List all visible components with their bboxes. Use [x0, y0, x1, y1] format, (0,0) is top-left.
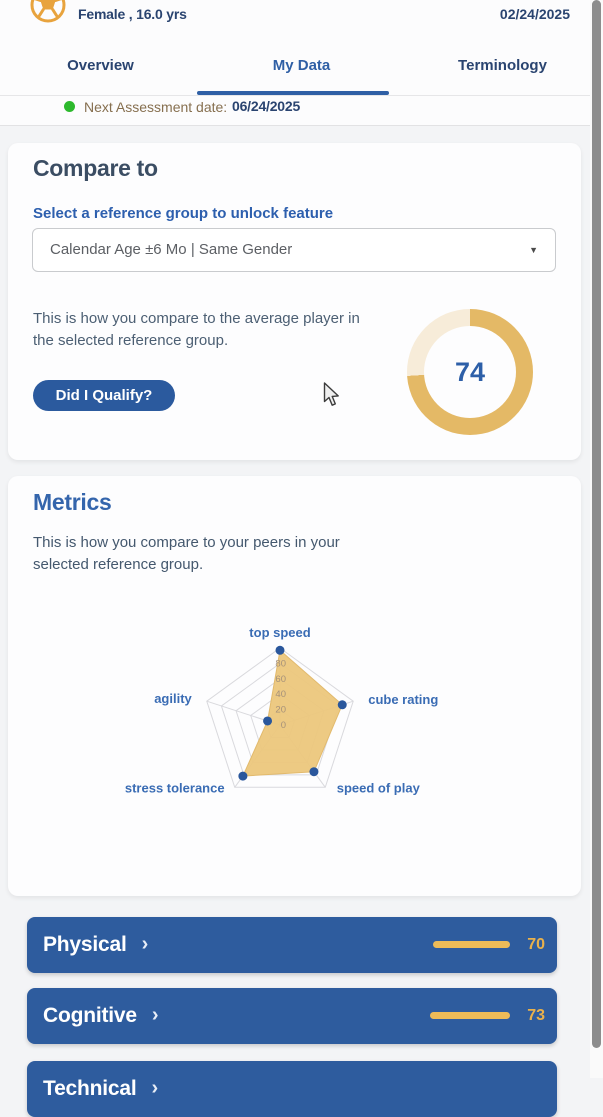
- radar-axis-label: cube rating: [368, 692, 439, 708]
- tab-overview[interactable]: Overview: [67, 57, 134, 74]
- compare-card: [8, 143, 581, 460]
- radar-axis-label: stress tolerance: [124, 780, 225, 796]
- score-value: 70: [527, 936, 545, 953]
- score-value: 74: [454, 356, 486, 387]
- category-label: Cognitive: [43, 1004, 137, 1027]
- category-label: Technical: [43, 1077, 137, 1100]
- radar-point: [276, 646, 285, 655]
- compare-subtitle: Select a reference group to unlock feature: [33, 205, 334, 222]
- score-donut-chart: [407, 309, 533, 435]
- radar-tick-label: 40: [275, 689, 286, 701]
- score-line: [430, 1012, 510, 1019]
- tab-terminology[interactable]: Terminology: [458, 57, 547, 74]
- radar-axis-label: top speed: [249, 625, 311, 640]
- chevron-right-icon: ›: [151, 1003, 159, 1026]
- radar-axis-label: speed of play: [336, 780, 420, 796]
- active-tab-indicator: [197, 91, 389, 95]
- player-info: Female , 16.0 yrs: [78, 6, 187, 22]
- radar-point: [309, 767, 318, 776]
- category-bar-physical[interactable]: [27, 917, 557, 973]
- chevron-down-icon: ▼: [529, 245, 538, 255]
- radar-tick-label: 60: [275, 673, 286, 685]
- metrics-title: Metrics: [33, 489, 112, 515]
- score-line: [433, 941, 510, 948]
- compare-title: Compare to: [33, 155, 158, 181]
- scrollbar[interactable]: [592, 0, 601, 1048]
- radar-point: [263, 716, 272, 725]
- radar-axis-label: agility: [154, 691, 192, 707]
- reference-group-value: Calendar Age ±6 Mo | Same Gender: [50, 241, 293, 258]
- radar-point: [338, 700, 347, 709]
- did-i-qualify-button[interactable]: Did I Qualify?: [33, 380, 175, 411]
- metrics-description: This is how you compare to your peers in your selected reference group.: [33, 534, 340, 573]
- radar-point: [238, 772, 247, 781]
- tab-my-data[interactable]: My Data: [272, 57, 331, 74]
- category-bar-technical[interactable]: [27, 1061, 557, 1117]
- compare-description: This is how you compare to the average player in the selected reference group.: [33, 310, 360, 349]
- chevron-right-icon: ›: [141, 932, 149, 955]
- metrics-card: [8, 476, 581, 896]
- mouse-cursor: [323, 382, 341, 408]
- radar-tick-label: 20: [275, 704, 286, 716]
- next-assessment-row: [0, 96, 603, 126]
- status-dot-icon: [64, 101, 75, 112]
- radar-data-polygon: [243, 650, 342, 776]
- assessment-label: Next Assessment date:: [84, 99, 228, 115]
- radar-chart: [8, 608, 581, 823]
- chevron-right-icon: ›: [151, 1076, 159, 1099]
- radar-tick-label: 80: [275, 658, 286, 670]
- soccer-ball-icon: [27, 0, 69, 26]
- category-bar-cognitive[interactable]: [27, 988, 557, 1044]
- donut-hole: [424, 326, 516, 418]
- header: [0, 0, 603, 126]
- reference-group-select[interactable]: [32, 228, 556, 272]
- scrollbar-track: [590, 0, 603, 1078]
- category-label: Physical: [43, 933, 127, 956]
- tab-bar: [0, 52, 603, 80]
- score-value: 73: [527, 1007, 545, 1024]
- assessment-date: 06/24/2025: [232, 98, 301, 114]
- radar-tick-label: 0: [280, 720, 286, 731]
- header-date: 02/24/2025: [499, 6, 570, 22]
